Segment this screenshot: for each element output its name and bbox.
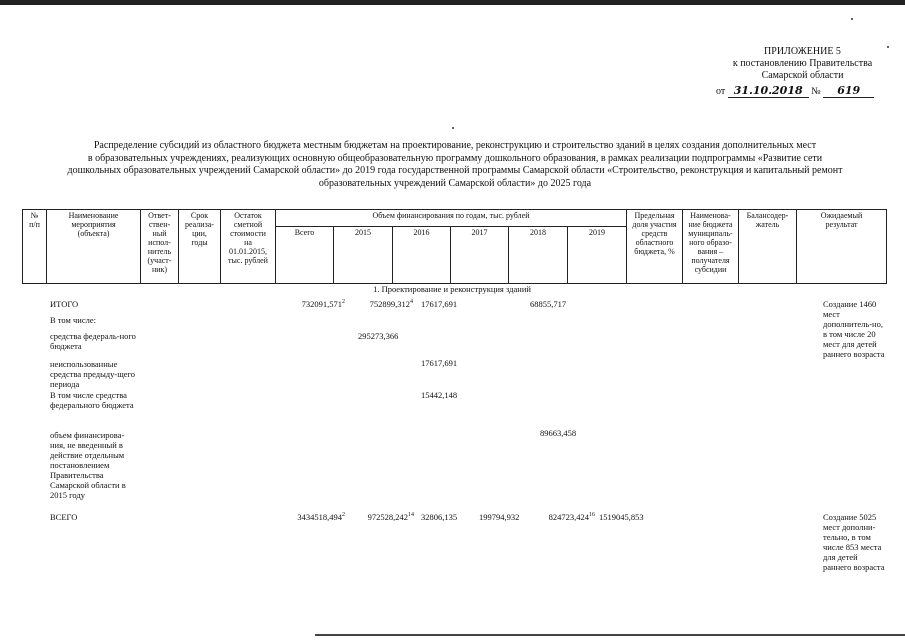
heading-line-1: Распределение субсидий из областного бюджета местным бюджетам на проектирование, реконструкцию и строительство зданий в целях создания дополнительных мест (93, 140, 817, 151)
row-vsego-result: Создание 5025 мест дополни-тельно, в том числе 853 места для детей раннего возраста (823, 512, 885, 572)
col-volume-group: Объем финансирования по годам, тыс. рублей (276, 210, 627, 227)
row-not-enacted-2018: 89663,458 (540, 428, 577, 438)
heading-line-4: образовательных учреждений Самарской области» до 2025 года (318, 177, 592, 189)
row-itogo-result: Создание 1460 мест дополнитель-но, в том числе 20 мест для детей раннего возраста (823, 299, 885, 359)
row-vsego-label: ВСЕГО (50, 512, 78, 522)
col-2018: 2018 (509, 227, 568, 284)
handwritten-date: 31.10.2018 (728, 84, 809, 98)
col-2019: 2019 (568, 227, 627, 284)
appendix-resolution: к постановлению Правительства (732, 58, 873, 69)
document-heading (20, 140, 890, 190)
col-term: Срок реализа- ции, годы (179, 210, 221, 284)
row-itogo-2016: 17617,691 (421, 299, 458, 309)
scan-speck (851, 18, 853, 20)
row-unused-fed-label: В том числе средства федерального бюджета (50, 390, 134, 410)
appendix-title: ПРИЛОЖЕНИЕ 5 (764, 46, 841, 57)
appendix-date-line (716, 84, 874, 98)
scan-top-edge (0, 0, 905, 5)
handwritten-number: 619 (823, 84, 874, 98)
subsidy-table-header (22, 209, 887, 284)
col-holder: Балансодер- жатель (739, 210, 797, 284)
col-2016: 2016 (393, 227, 451, 284)
col-balance: Остаток сметной стоимости на 01.01.2015, тыс. рублей (221, 210, 276, 284)
col-recipient: Наименова- ние бюджета муниципаль- ного образо- вания – получателя субсидии (683, 210, 739, 284)
section-title: 1. Проектирование и реконструкция зданий (373, 284, 531, 294)
appendix-region: Самарской области (761, 70, 844, 81)
col-2017: 2017 (451, 227, 509, 284)
row-vsego-2016: 32806,135 (421, 512, 458, 522)
row-vsego-total: 3434518,494$^2$ (297, 512, 345, 522)
col-executor: Ответ- ствен- ный испол- нитель (участ- ник) (141, 210, 179, 284)
row-vsego-2018: 824723,424$^{16}$ (548, 512, 595, 522)
row-itogo-2015: 752899,312$^4$ (369, 299, 413, 309)
col-name: Наименование мероприятия (объекта) (47, 210, 141, 284)
date-prefix: от (716, 86, 726, 97)
heading-line-2: в образовательных учреждениях, реализующих основную общеобразовательную программу дошкольного образования, в рамках реализации подпрограммы «Развитие сети (87, 152, 823, 164)
row-vsego-2019: 1519045,853 (599, 512, 644, 522)
row-federal-2015: 295273,366 (358, 331, 399, 341)
row-unused-2016: 17617,691 (421, 358, 458, 368)
row-itogo-total: 732091,571$^2$ (301, 299, 345, 309)
row-federal-label: средства федераль-ного бюджета (50, 331, 136, 351)
scan-bottom-edge (315, 634, 905, 636)
col-total: Всего (276, 227, 334, 284)
col-share: Предельная доля участия средств областного бюджета, % (627, 210, 683, 284)
scan-speck (452, 127, 454, 129)
row-not-enacted-label: объем финансирова-ния, не введенный в действие отдельным постановлением Правительства Самарской области в 2015 году (50, 430, 126, 500)
row-itogo-label: ИТОГО (50, 299, 79, 309)
row-vsego-2017: 199794,932 (479, 512, 520, 522)
scan-speck (887, 46, 889, 48)
row-incl-label: В том числе: (50, 315, 96, 325)
col-number: № п/п (23, 210, 47, 284)
row-itogo-2018: 68855,717 (530, 299, 567, 309)
row-unused-fed-2016: 15442,148 (421, 390, 458, 400)
number-prefix: № (811, 86, 821, 97)
col-result: Ожидаемый результат (797, 210, 887, 284)
row-vsego-2015: 972528,242$^{14}$ (367, 512, 414, 522)
heading-line-3: дошкольных образовательных учреждений Самарской области» до 2019 года государственной программы Самарской области «Строительство, реконструкция и капитальный ремонт (67, 165, 843, 176)
appendix-block (700, 46, 905, 82)
col-2015: 2015 (334, 227, 393, 284)
row-unused-label: неиспользованные средства предыду-щего периода (50, 359, 136, 389)
